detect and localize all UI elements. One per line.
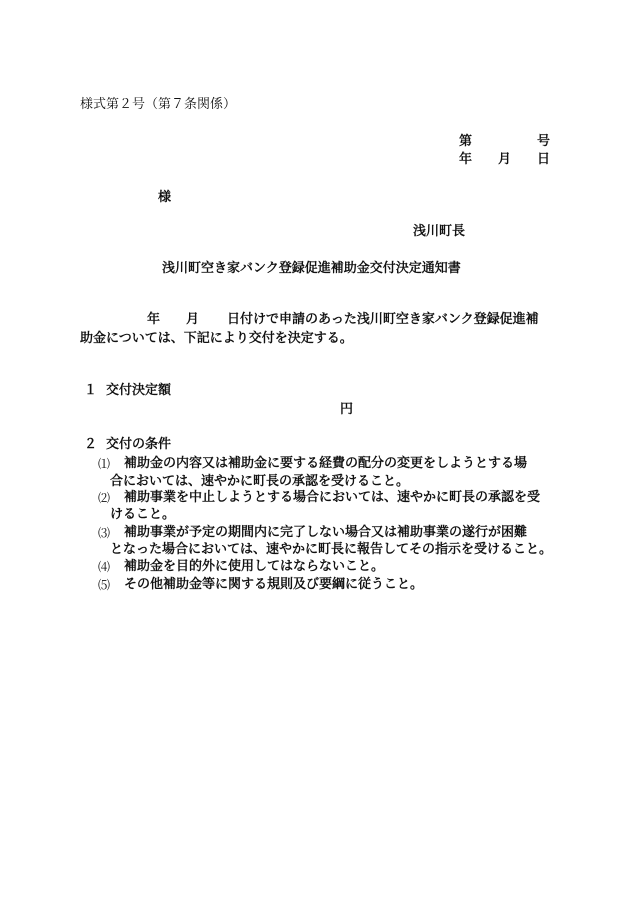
date-year: 年 [459,152,473,167]
condition-2-mark: ⑵ [98,491,111,505]
condition-4-mark: ⑷ [98,560,111,574]
condition-3-line-2: となった場合においては、速やかに町長に報告してその指示を受けること。 [110,542,553,557]
condition-1-line-1: 補助金の内容又は補助金に要する経費の配分の変更をしようとする場 [124,456,528,471]
condition-1-line-2: 合においては、速やかに町長の承認を受けること。 [110,474,410,489]
condition-4-line-1: 補助金を目的外に使用してはならないこと。 [124,559,385,574]
section-1-heading: 交付決定額 [106,383,172,398]
condition-5-line-1: その他補助金等に関する規則及び要綱に従うこと。 [124,577,424,592]
document-title: 浅川町空き家バンク登録促進補助金交付決定通知書 [162,261,461,276]
section-2-heading: 交付の条件 [106,437,172,452]
condition-2-line-2: けること。 [110,507,176,522]
section-1-number: １ [84,383,98,398]
condition-1-mark: ⑴ [98,457,111,471]
intro-line-1: 日付けで申請のあった浅川町空き家バンク登録促進補 [227,312,539,327]
form-label: 様式第２号（第７条関係） [80,97,237,112]
condition-2-line-1: 補助事業を中止しようとする場合においては、速やかに町長の承認を受 [124,490,541,505]
condition-3-line-1: 補助事業が予定の期間内に完了しない場合又は補助事業の遂行が困難 [124,525,528,540]
intro-year: 年 [147,312,161,327]
section-2-number: ２ [84,437,98,452]
intro-line-2: 助金については、下記により交付を決定する。 [80,331,353,346]
condition-5-mark: ⑸ [98,578,111,592]
document-number-suffix: 号 [537,134,551,149]
intro-month: 月 [186,312,200,327]
date-month: 月 [498,152,512,167]
date-day: 日 [537,152,551,167]
addressee-suffix: 様 [158,190,172,205]
amount-unit: 円 [340,402,354,417]
issuer-name: 浅川町長 [413,224,466,239]
document-number-prefix: 第 [459,134,473,149]
condition-3-mark: ⑶ [98,526,111,540]
